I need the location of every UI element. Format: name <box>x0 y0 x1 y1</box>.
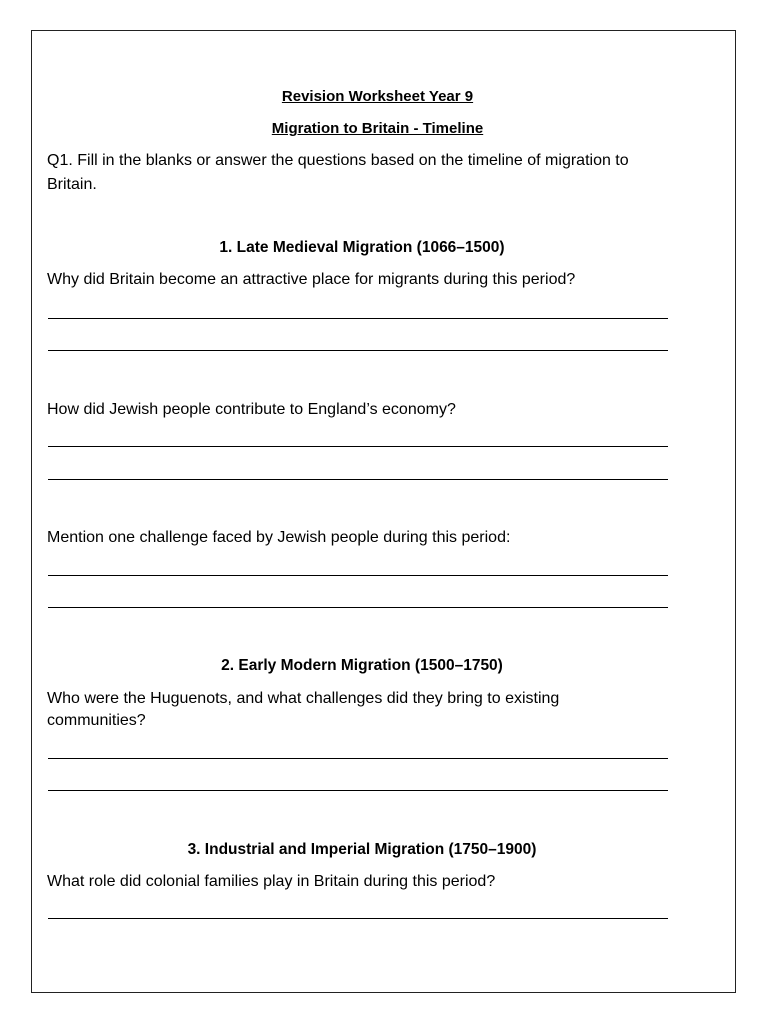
answer-line[interactable] <box>48 446 668 447</box>
answer-line[interactable] <box>48 918 668 919</box>
section-heading-industrial-imperial: 3. Industrial and Imperial Migration (1750–1900) <box>187 841 537 858</box>
answer-line[interactable] <box>48 790 668 791</box>
section-heading-early-modern: 2. Early Modern Migration (1500–1750) <box>221 657 503 674</box>
answer-line[interactable] <box>48 479 668 480</box>
answer-line[interactable] <box>48 318 668 319</box>
question-jewish-contribution: How did Jewish people contribute to England’s economy? <box>47 401 456 418</box>
answer-line[interactable] <box>48 350 668 351</box>
worksheet-subtitle: Migration to Britain - Timeline <box>271 120 484 137</box>
intro-text-line2: Britain. <box>47 176 97 193</box>
answer-line[interactable] <box>48 575 668 576</box>
question-attractive-place: Why did Britain become an attractive place for migrants during this period? <box>47 271 576 288</box>
question-jewish-challenge: Mention one challenge faced by Jewish people during this period: <box>47 529 511 546</box>
intro-text-line1: Q1. Fill in the blanks or answer the questions based on the timeline of migration to <box>47 152 629 169</box>
answer-line[interactable] <box>48 607 668 608</box>
answer-line[interactable] <box>48 758 668 759</box>
worksheet-title: Revision Worksheet Year 9 <box>281 88 474 105</box>
question-huguenots-line2: communities? <box>47 712 146 729</box>
question-huguenots-line1: Who were the Huguenots, and what challenges did they bring to existing <box>47 690 560 707</box>
section-heading-late-medieval: 1. Late Medieval Migration (1066–1500) <box>219 239 505 256</box>
question-colonial-families: What role did colonial families play in Britain during this period? <box>47 873 496 890</box>
